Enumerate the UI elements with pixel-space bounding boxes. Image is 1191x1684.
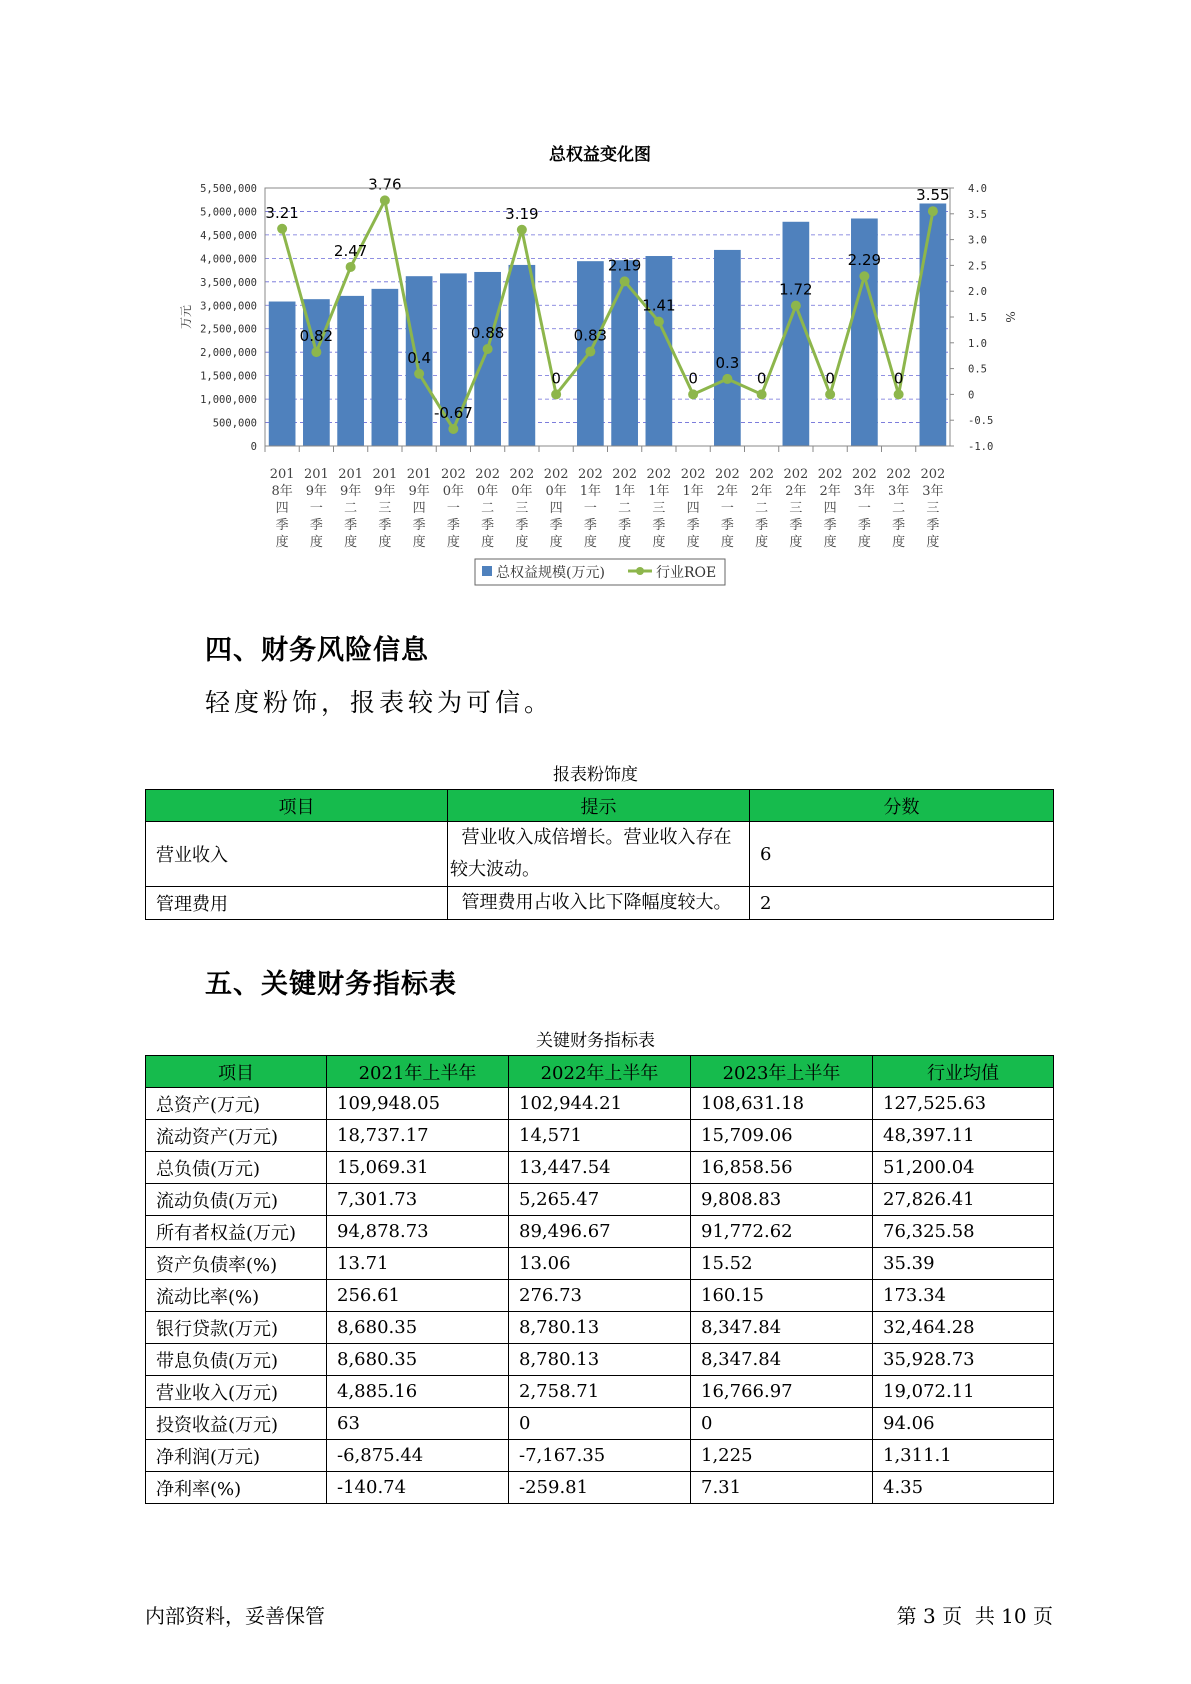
risk-header-hint: 提示	[448, 790, 750, 822]
roe-data-label: 3.19	[505, 204, 539, 223]
x-tick-label: 一	[309, 501, 323, 516]
x-tick-label: 1年	[613, 484, 636, 499]
y-tick-label: 5,500,000	[200, 183, 257, 195]
x-tick-label: 二	[344, 501, 358, 516]
roe-data-label: 0.83	[573, 326, 608, 345]
kpi-value: 13.06	[509, 1248, 691, 1280]
kpi-value: 89,496.67	[509, 1216, 691, 1248]
x-tick-label: 度	[789, 535, 803, 550]
roe-data-label: 1.41	[642, 296, 676, 315]
kpi-value: 8,780.13	[509, 1344, 691, 1376]
x-tick-label: 三	[789, 501, 803, 516]
x-tick-label: 季	[515, 518, 529, 533]
x-tick-label: 季	[549, 518, 563, 533]
x-tick-label: 9年	[339, 484, 362, 499]
y2-tick-label: 0	[968, 389, 975, 402]
table-row	[146, 1312, 1054, 1344]
y-tick-label: 3,000,000	[200, 300, 257, 313]
kpi-item-name: 银行贷款(万元)	[146, 1312, 327, 1344]
x-tick-label: 202	[612, 467, 638, 482]
y2-tick-label: 1.5	[968, 312, 987, 324]
x-tick-label: 季	[789, 518, 803, 533]
roe-data-label: 0	[893, 369, 904, 388]
roe-data-label: 3.76	[368, 175, 402, 194]
roe-data-label: 0.4	[407, 348, 432, 367]
x-tick-label: 季	[892, 518, 906, 533]
x-tick-label: 202	[886, 467, 912, 482]
x-tick-label: 季	[309, 518, 323, 533]
y-tick-label: 0	[250, 441, 257, 453]
x-tick-label: 201	[303, 467, 329, 482]
y-tick-label: 3,500,000	[200, 276, 257, 289]
chart-legend	[475, 559, 725, 585]
x-tick-label: 0年	[442, 484, 465, 499]
roe-point	[414, 369, 424, 379]
legend-bar-label: 总权益规模(万元)	[496, 565, 605, 581]
x-tick-label: 202	[817, 467, 843, 482]
y-axis-label: 万元	[179, 304, 193, 330]
chart-title: 总权益变化图	[549, 145, 651, 165]
x-tick-label: 季	[378, 518, 392, 533]
x-tick-label: 一	[857, 501, 871, 516]
x-tick-label: 度	[720, 535, 734, 550]
y2-tick-label: 3.0	[968, 234, 987, 247]
roe-data-label: 2.29	[847, 251, 882, 270]
x-tick-label: 度	[549, 535, 563, 550]
kpi-value: 8,680.35	[327, 1344, 509, 1376]
x-tick-label: 季	[823, 518, 837, 533]
risk-table-caption: 报表粉饰度	[553, 765, 638, 785]
x-tick-label: 202	[440, 467, 466, 482]
x-tick-label: 1年	[648, 484, 670, 499]
x-tick-label: 202	[680, 467, 706, 482]
risk-hint: 营业收入成倍增长。营业收入存在较大波动。	[448, 822, 750, 887]
roe-point	[722, 374, 732, 384]
kpi-value: 35.39	[873, 1248, 1054, 1280]
kpi-value: 2,758.71	[509, 1376, 691, 1408]
x-tick-label: 季	[755, 518, 769, 533]
x-tick-label: 度	[515, 535, 529, 550]
y-tick-label: 2,000,000	[200, 347, 257, 360]
roe-point	[825, 389, 835, 399]
roe-data-label: 0.3	[715, 353, 740, 372]
kpi-header-2023h1: 2023年上半年	[691, 1056, 873, 1088]
kpi-value: 94.06	[873, 1408, 1054, 1440]
x-tick-label: 三	[926, 501, 940, 516]
risk-score: 6	[750, 822, 1054, 887]
kpi-value: -6,875.44	[327, 1440, 509, 1472]
bar	[646, 256, 673, 446]
kpi-value: 13.71	[327, 1248, 509, 1280]
kpi-value: 4.35	[873, 1472, 1054, 1504]
y-tick-label: 5,000,000	[200, 206, 257, 219]
roe-data-label: -0.67	[433, 403, 473, 422]
roe-point	[654, 317, 664, 327]
x-tick-label: 202	[646, 467, 672, 482]
x-tick-label: 季	[720, 518, 734, 533]
kpi-value: 7,301.73	[327, 1184, 509, 1216]
x-tick-label: 度	[755, 535, 769, 550]
roe-point	[277, 224, 287, 234]
roe-point	[757, 389, 767, 399]
bar	[269, 302, 296, 446]
x-tick-label: 3年	[853, 484, 876, 499]
x-tick-label: 一	[446, 501, 460, 516]
x-tick-label: 8年	[271, 484, 293, 499]
kpi-item-name: 资产负债率(%)	[146, 1248, 327, 1280]
roe-data-label: 0	[825, 369, 835, 388]
x-tick-label: 季	[686, 518, 700, 533]
table-row	[146, 1120, 1054, 1152]
roe-data-label: 0	[756, 369, 767, 388]
kpi-header-item: 项目	[146, 1056, 327, 1088]
roe-point	[448, 424, 458, 434]
risk-heading: 四、财务风险信息	[205, 635, 429, 666]
roe-point	[620, 276, 630, 286]
kpi-value: 16,766.97	[691, 1376, 873, 1408]
x-tick-label: 三	[652, 501, 666, 516]
x-tick-label: 度	[481, 535, 495, 550]
x-tick-label: 季	[652, 518, 666, 533]
x-tick-label: 二	[481, 501, 495, 516]
x-tick-label: 四	[549, 501, 563, 516]
x-tick-label: 季	[618, 518, 632, 533]
x-tick-label: 一	[583, 501, 597, 516]
kpi-value: 8,347.84	[691, 1344, 873, 1376]
bar	[337, 296, 364, 446]
roe-point	[894, 389, 904, 399]
roe-point	[688, 389, 698, 399]
table-row	[146, 1408, 1054, 1440]
x-tick-label: 二	[892, 501, 906, 516]
x-tick-label: 201	[372, 467, 398, 482]
risk-header-score: 分数	[750, 790, 1054, 822]
kpi-value: 1,311.1	[873, 1440, 1054, 1472]
kpi-item-name: 净利润(万元)	[146, 1440, 327, 1472]
kpi-value: 13,447.54	[509, 1152, 691, 1184]
roe-data-label: 2.19	[607, 256, 642, 275]
x-tick-label: 季	[926, 518, 940, 533]
kpi-value: 48,397.11	[873, 1120, 1054, 1152]
kpi-value: 160.15	[691, 1280, 873, 1312]
risk-score: 2	[750, 887, 1054, 920]
x-tick-label: 202	[783, 467, 809, 482]
x-tick-label: 3年	[887, 484, 910, 499]
roe-data-label: 2.47	[333, 241, 368, 260]
page-number: 第 3 页 共 10 页	[896, 1604, 1053, 1628]
kpi-value: 173.34	[873, 1280, 1054, 1312]
kpi-item-name: 总负债(万元)	[146, 1152, 327, 1184]
table-row	[146, 887, 1054, 920]
kpi-value: 15.52	[691, 1248, 873, 1280]
roe-data-label: 0	[551, 369, 561, 388]
footer-confidential: 内部资料，妥善保管	[145, 1604, 325, 1628]
x-tick-label: 季	[583, 518, 597, 533]
chart-line	[265, 175, 949, 434]
kpi-value: 0	[509, 1408, 691, 1440]
risk-hint: 管理费用占收入比下降幅度较大。	[448, 887, 750, 920]
x-tick-label: 201	[338, 467, 364, 482]
kpi-table-caption: 关键财务指标表	[536, 1031, 655, 1051]
y2-tick-label: 0.5	[968, 363, 987, 376]
kpi-value: 276.73	[509, 1280, 691, 1312]
legend-bar-swatch	[482, 566, 492, 576]
x-tick-label: 2年	[785, 484, 807, 499]
kpi-value: 0	[691, 1408, 873, 1440]
kpi-value: -7,167.35	[509, 1440, 691, 1472]
table-row	[146, 1152, 1054, 1184]
bar	[920, 203, 947, 446]
table-row	[146, 1280, 1054, 1312]
x-tick-label: 度	[412, 535, 426, 550]
kpi-value: 9,808.83	[691, 1184, 873, 1216]
kpi-value: 256.61	[327, 1280, 509, 1312]
kpi-item-name: 流动负债(万元)	[146, 1184, 327, 1216]
roe-data-label: 0.82	[299, 327, 334, 346]
x-tick-label: 度	[344, 535, 358, 550]
x-tick-label: 202	[920, 467, 946, 482]
y2-tick-label: 2.5	[968, 260, 987, 273]
kpi-value: 4,885.16	[327, 1376, 509, 1408]
kpi-header-2021h1: 2021年上半年	[327, 1056, 509, 1088]
x-tick-label: 度	[583, 535, 597, 550]
x-tick-label: 三	[378, 501, 392, 516]
y-tick-label: 4,500,000	[200, 229, 257, 242]
x-tick-label: 9年	[374, 484, 396, 499]
y2-tick-label: 4.0	[968, 183, 987, 195]
kpi-header-2022h1: 2022年上半年	[509, 1056, 691, 1088]
kpi-value: 19,072.11	[873, 1376, 1054, 1408]
x-tick-label: 1年	[682, 484, 704, 499]
x-tick-label: 2年	[716, 484, 739, 499]
risk-item: 管理费用	[146, 887, 448, 920]
legend-line-label: 行业ROE	[656, 565, 717, 581]
kpi-item-name: 投资收益(万元)	[146, 1408, 327, 1440]
roe-point	[380, 195, 390, 205]
roe-point	[791, 301, 801, 311]
bar	[509, 265, 536, 446]
x-tick-label: 9年	[305, 484, 328, 499]
table-row	[146, 822, 1054, 887]
x-tick-label: 202	[749, 467, 775, 482]
table-row	[146, 1088, 1054, 1120]
x-tick-label: 度	[823, 535, 837, 550]
x-tick-label: 度	[275, 535, 289, 550]
risk-item: 营业收入	[146, 822, 448, 887]
bar	[372, 289, 399, 446]
kpi-value: 94,878.73	[327, 1216, 509, 1248]
x-tick-label: 202	[543, 467, 569, 482]
roe-data-label: 1.72	[779, 280, 813, 299]
table-row	[146, 1472, 1054, 1504]
y-tick-label: 2,500,000	[200, 323, 257, 336]
kpi-header-industry: 行业均值	[873, 1056, 1054, 1088]
roe-point	[928, 206, 938, 216]
bar	[611, 260, 638, 446]
x-tick-label: 202	[475, 467, 501, 482]
kpi-item-name: 带息负债(万元)	[146, 1344, 327, 1376]
kpi-value: 15,069.31	[327, 1152, 509, 1184]
risk-table	[145, 789, 1054, 920]
kpi-item-name: 所有者权益(万元)	[146, 1216, 327, 1248]
roe-data-label: 0	[688, 369, 698, 388]
kpi-table	[145, 1055, 1054, 1504]
x-tick-label: 3年	[922, 484, 944, 499]
kpi-item-name: 流动资产(万元)	[146, 1120, 327, 1152]
x-tick-label: 四	[412, 501, 426, 516]
table-row	[146, 1248, 1054, 1280]
x-tick-label: 度	[446, 535, 460, 550]
kpi-value: 1,225	[691, 1440, 873, 1472]
roe-point	[859, 271, 869, 281]
risk-summary: 轻度粉饰，报表较为可信。	[205, 688, 554, 717]
kpi-value: 8,680.35	[327, 1312, 509, 1344]
x-tick-label: 9年	[408, 484, 430, 499]
x-tick-label: 四	[275, 501, 289, 516]
x-tick-label: 度	[892, 535, 906, 550]
y2-tick-label: 1.0	[968, 337, 987, 350]
x-tick-label: 季	[275, 518, 289, 533]
x-tick-label: 季	[446, 518, 460, 533]
x-tick-label: 度	[857, 535, 871, 550]
y2-tick-label: -0.5	[968, 415, 994, 428]
kpi-value: 51,200.04	[873, 1152, 1054, 1184]
kpi-value: 109,948.05	[327, 1088, 509, 1120]
kpi-value: 7.31	[691, 1472, 873, 1504]
y-tick-label: 500,000	[212, 417, 257, 430]
y2-tick-label: 3.5	[968, 208, 987, 221]
x-tick-label: 度	[309, 535, 323, 550]
bar	[474, 272, 501, 446]
roe-point	[311, 347, 321, 357]
x-tick-label: 0年	[545, 484, 567, 499]
x-tick-label: 2年	[750, 484, 773, 499]
kpi-value: 35,928.73	[873, 1344, 1054, 1376]
y-tick-label: 1,000,000	[200, 394, 257, 407]
x-tick-label: 202	[509, 467, 535, 482]
kpi-value: 127,525.63	[873, 1088, 1054, 1120]
x-tick-label: 202	[714, 467, 740, 482]
y2-tick-label: 2.0	[968, 286, 987, 299]
x-tick-label: 0年	[476, 484, 499, 499]
table-row	[146, 1440, 1054, 1472]
kpi-value: 15,709.06	[691, 1120, 873, 1152]
x-tick-label: 季	[857, 518, 871, 533]
x-tick-label: 二	[618, 501, 632, 516]
x-tick-label: 202	[577, 467, 603, 482]
kpi-value: 8,347.84	[691, 1312, 873, 1344]
x-tick-label: 一	[720, 501, 734, 516]
kpi-item-name: 营业收入(万元)	[146, 1376, 327, 1408]
kpi-table-body	[146, 1088, 1054, 1504]
bar	[714, 250, 741, 446]
kpi-item-name: 净利率(%)	[146, 1472, 327, 1504]
kpi-value: 27,826.41	[873, 1184, 1054, 1216]
y-tick-label: 4,000,000	[200, 253, 257, 266]
x-tick-label: 三	[515, 501, 529, 516]
x-tick-label: 二	[755, 501, 769, 516]
roe-data-label: 0.88	[470, 323, 505, 342]
kpi-value: 8,780.13	[509, 1312, 691, 1344]
kpi-value: 32,464.28	[873, 1312, 1054, 1344]
x-tick-label: 度	[926, 535, 940, 550]
x-tick-label: 四	[823, 501, 837, 516]
x-tick-label: 201	[406, 467, 432, 482]
x-tick-label: 度	[378, 535, 392, 550]
table-row	[146, 1376, 1054, 1408]
roe-point	[517, 225, 527, 235]
y2-axis-label: %	[1003, 311, 1017, 323]
kpi-value: -140.74	[327, 1472, 509, 1504]
kpi-item-name: 流动比率(%)	[146, 1280, 327, 1312]
roe-point	[346, 262, 356, 272]
x-tick-label: 201	[269, 467, 295, 482]
equity-chart	[0, 0, 1191, 600]
kpi-item-name: 总资产(万元)	[146, 1088, 327, 1120]
table-row	[146, 1344, 1054, 1376]
x-tick-label: 0年	[511, 484, 533, 499]
kpi-value: 102,944.21	[509, 1088, 691, 1120]
kpi-value: 16,858.56	[691, 1152, 873, 1184]
x-tick-label: 202	[851, 467, 877, 482]
x-tick-label: 1年	[579, 484, 602, 499]
x-tick-label: 2年	[819, 484, 841, 499]
x-tick-label: 季	[344, 518, 358, 533]
kpi-value: 18,737.17	[327, 1120, 509, 1152]
y2-tick-label: -1.0	[968, 441, 994, 453]
x-tick-label: 度	[652, 535, 666, 550]
kpi-value: 76,325.58	[873, 1216, 1054, 1248]
x-tick-label: 度	[686, 535, 700, 550]
x-tick-label: 季	[412, 518, 426, 533]
roe-point	[483, 344, 493, 354]
roe-data-label: 3.21	[265, 203, 299, 222]
roe-point	[551, 389, 561, 399]
table-row	[146, 1184, 1054, 1216]
kpi-value: 108,631.18	[691, 1088, 873, 1120]
legend-line-marker	[636, 567, 644, 575]
x-tick-label: 度	[618, 535, 632, 550]
y-tick-label: 1,500,000	[200, 370, 257, 383]
x-tick-label: 季	[481, 518, 495, 533]
roe-point	[585, 347, 595, 357]
kpi-value: 91,772.62	[691, 1216, 873, 1248]
table-row	[146, 1216, 1054, 1248]
kpi-value: -259.81	[509, 1472, 691, 1504]
kpi-value: 63	[327, 1408, 509, 1440]
risk-header-item: 项目	[146, 790, 448, 822]
chart-grid	[265, 188, 950, 423]
kpi-value: 14,571	[509, 1120, 691, 1152]
chart-bars	[269, 203, 946, 446]
kpi-value: 5,265.47	[509, 1184, 691, 1216]
roe-data-label: 3.55	[916, 186, 950, 205]
kpi-heading: 五、关键财务指标表	[205, 969, 457, 1000]
x-tick-label: 四	[686, 501, 700, 516]
